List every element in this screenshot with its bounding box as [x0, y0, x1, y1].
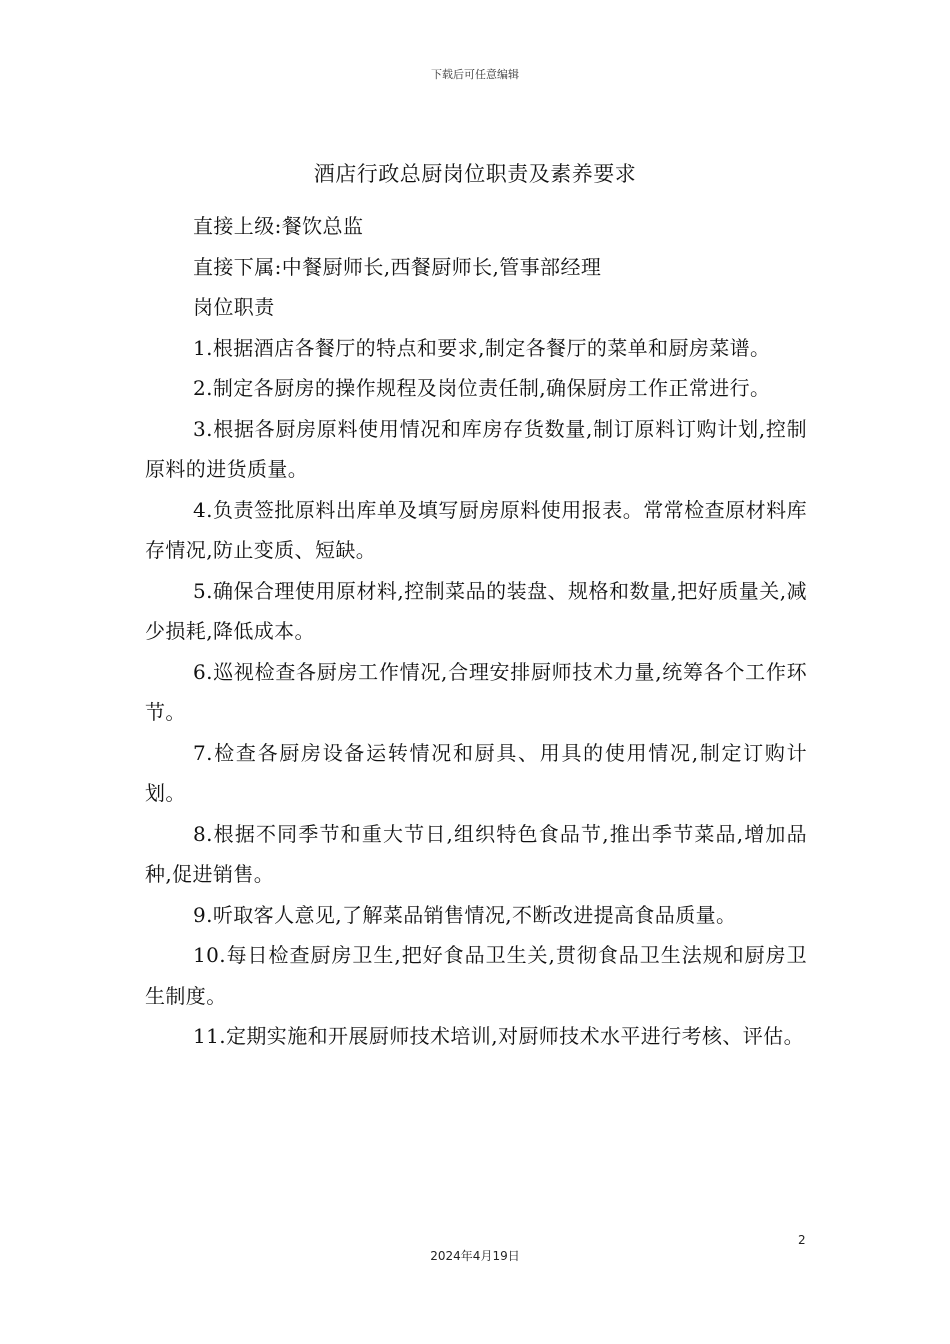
page-number: 2 [798, 1233, 806, 1247]
document-title: 酒店行政总厨岗位职责及素养要求 [313, 162, 637, 186]
duty-item: 8.根据不同季节和重大节日,组织特色食品节,推出季节菜品,增加品种,促进销售。 [145, 821, 807, 886]
section-heading: 岗位职责 [193, 295, 275, 319]
subordinates-line: 直接下属:中餐厨师长,西餐厨师长,管事部经理 [193, 254, 602, 279]
supervisor-line: 直接上级:餐饮总监 [193, 214, 364, 238]
duty-item: 6.巡视检查各厨房工作情况,合理安排厨师技术力量,统筹各个工作环节。 [145, 659, 807, 724]
footer-date: 2024年4月19日 [430, 1249, 520, 1263]
duty-item: 4.负责签批原料出库单及填写厨房原料使用报表。常常检查原材料库存情况,防止变质、短缺。 [145, 497, 807, 562]
duty-item: 3.根据各厨房原料使用情况和库房存货数量,制订原料订购计划,控制原料的进货质量。 [145, 416, 807, 481]
duty-item: 11.定期实施和开展厨师技术培训,对厨师技术水平进行考核、评估。 [193, 1024, 804, 1048]
duty-item: 2.制定各厨房的操作规程及岗位责任制,确保厨房工作正常进行。 [193, 376, 771, 400]
duty-item: 1.根据酒店各餐厅的特点和要求,制定各餐厅的菜单和厨房菜谱。 [193, 335, 771, 360]
header-note: 下载后可任意编辑 [431, 68, 519, 81]
duty-item: 5.确保合理使用原材料,控制菜品的装盘、规格和数量,把好质量关,减少损耗,降低成本。 [145, 578, 807, 643]
document-body [145, 206, 807, 1057]
duty-item: 10.每日检查厨房卫生,把好食品卫生关,贯彻食品卫生法规和厨房卫生制度。 [145, 943, 807, 1008]
duty-item: 9.听取客人意见,了解菜品销售情况,不断改进提高食品质量。 [193, 902, 737, 927]
duty-item: 7.检查各厨房设备运转情况和厨具、用具的使用情况,制定订购计划。 [145, 740, 807, 805]
